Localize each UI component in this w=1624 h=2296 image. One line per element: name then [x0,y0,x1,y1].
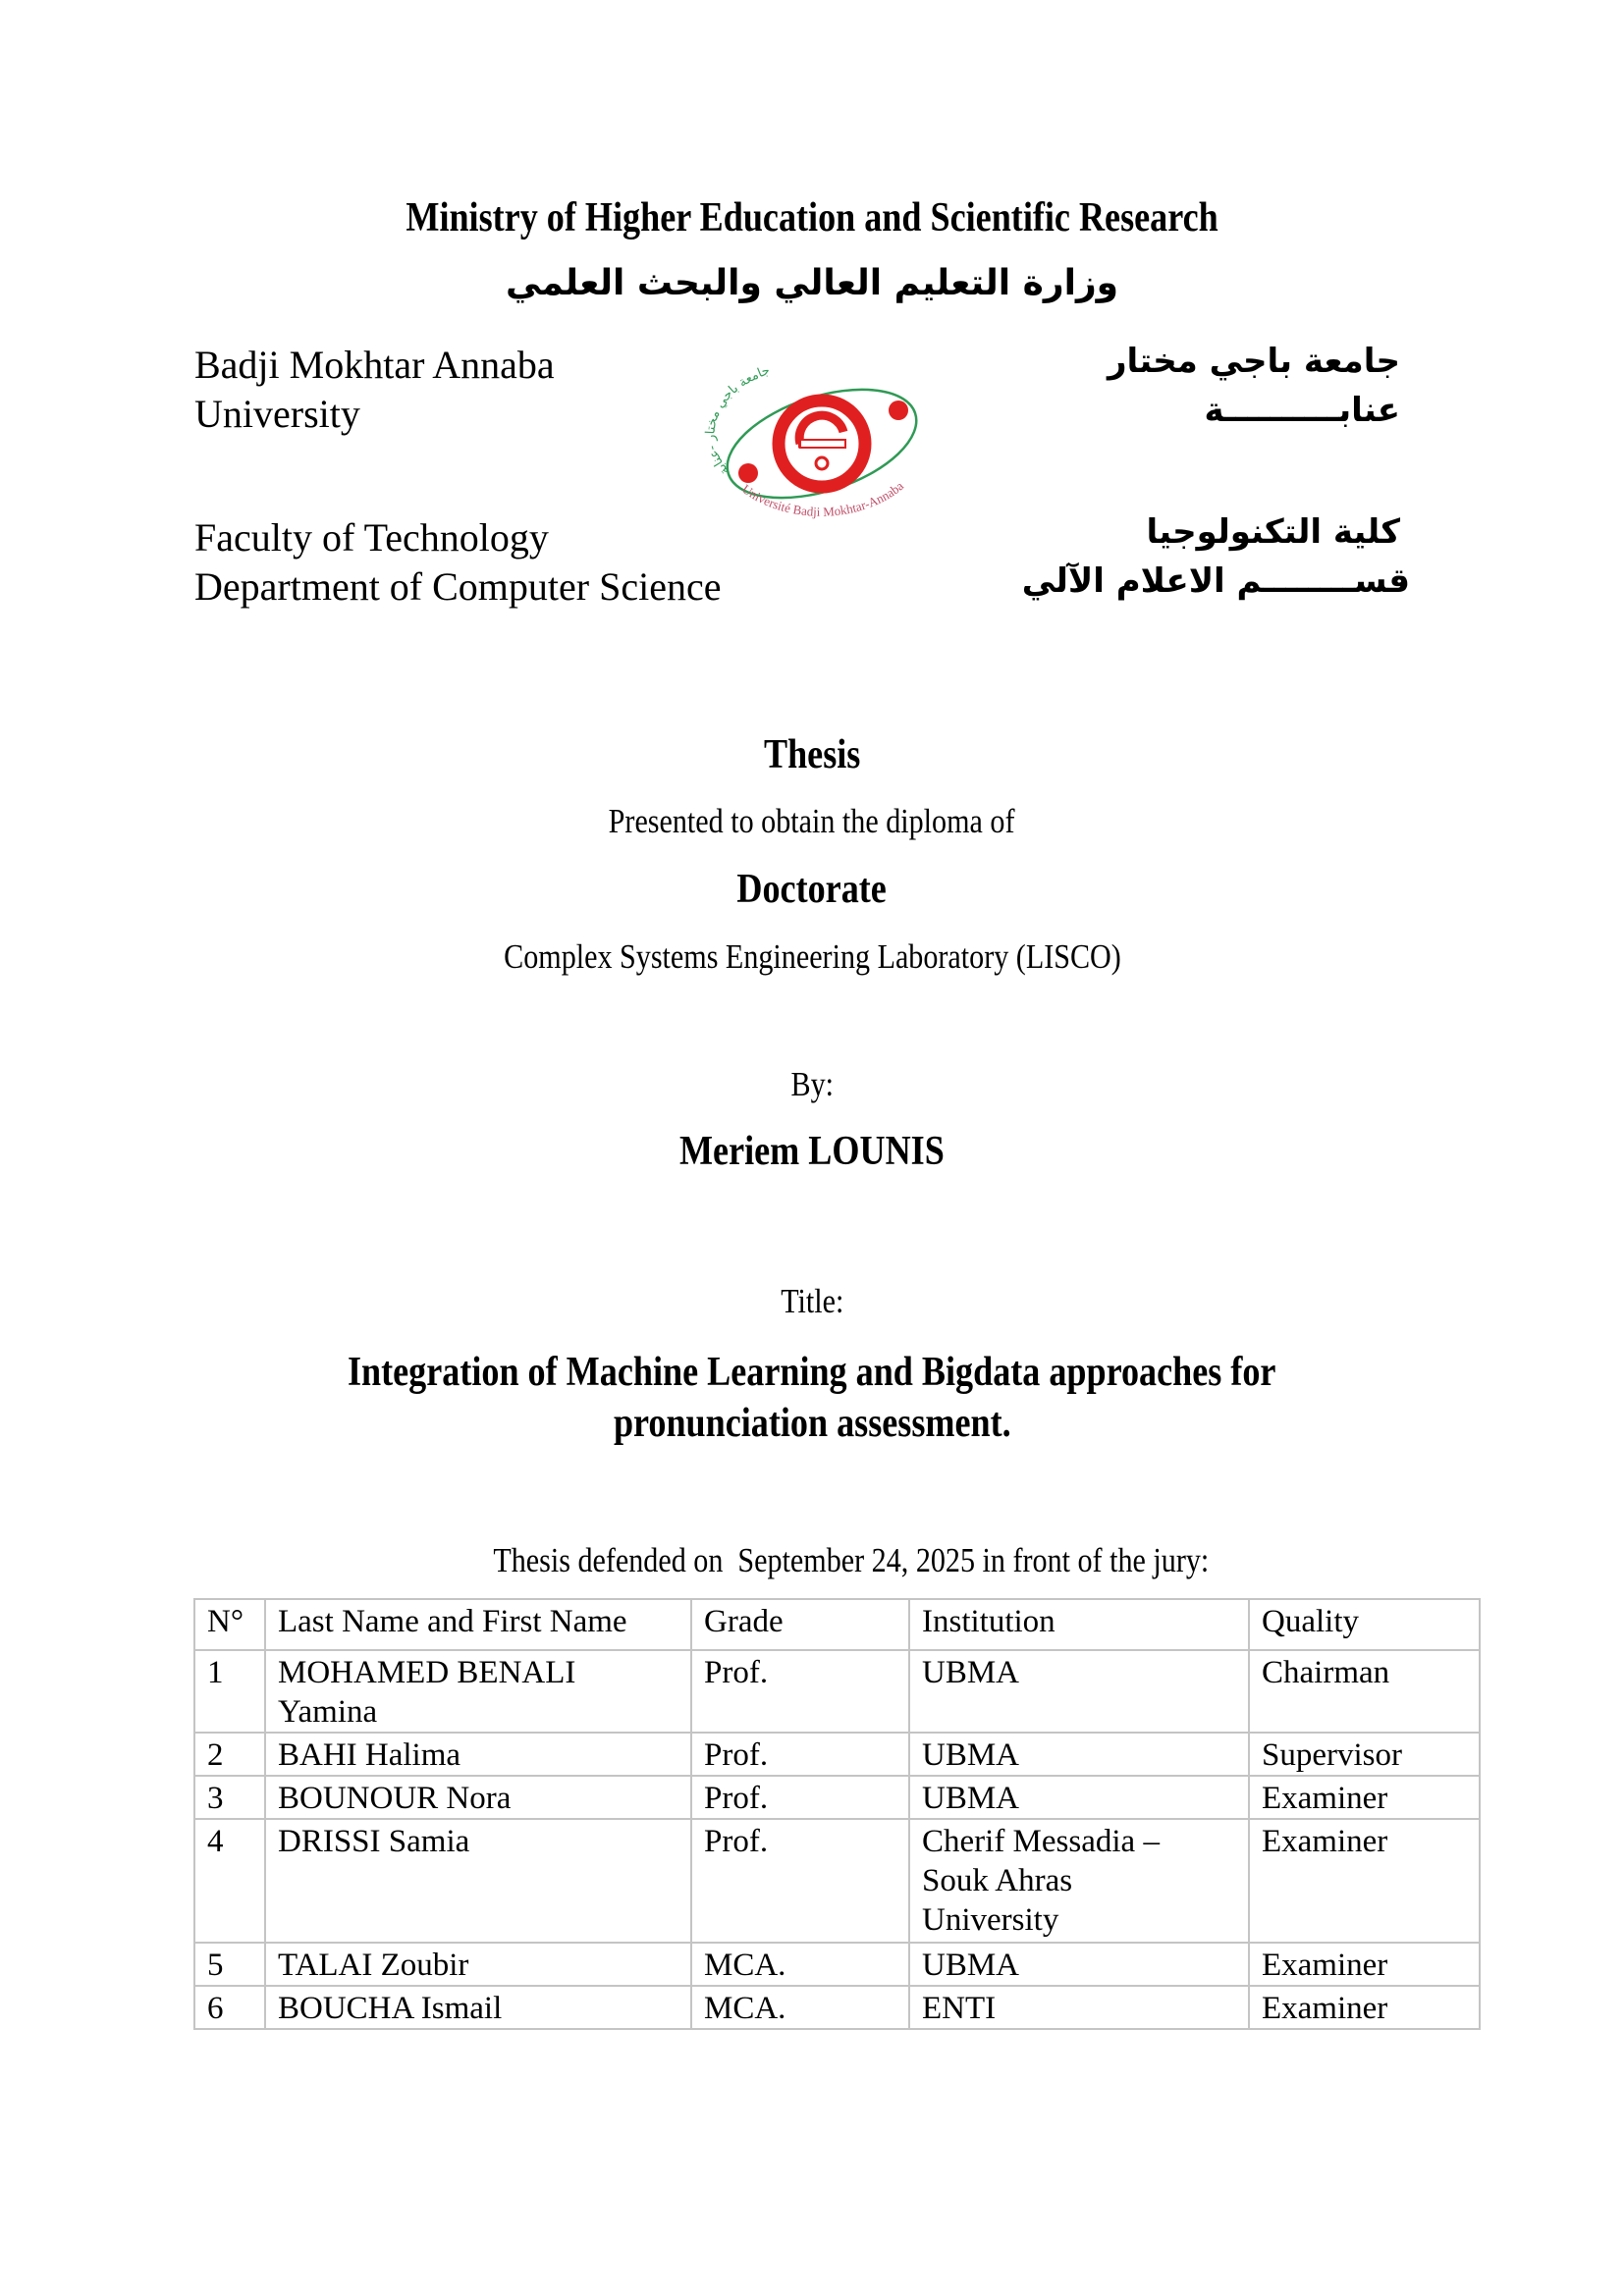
cell-institution: UBMA [909,1943,1249,1986]
table-row [194,1650,1480,1733]
institution-line3: University [922,1902,1059,1938]
cell-institution: ENTI [909,1986,1249,2029]
cell-quality: Examiner [1249,1776,1480,1819]
cell-name: BOUCHA Ismail [265,1986,691,2029]
cell-name: BOUNOUR Nora [265,1776,691,1819]
by-label-text: By: [790,1065,834,1103]
logo-dot-right [889,400,908,420]
thesis-title-line1: Integration of Machine Learning and Bigdata approaches for [348,1350,1276,1395]
table-row [194,1819,1480,1943]
cell-name: DRISSI Samia [265,1819,691,1943]
cell-grade: MCA. [691,1986,909,2029]
cell-number: 4 [194,1819,265,1943]
logo-latin-text: Université Badji Mokhtar-Annaba [739,478,906,519]
cell-number: 6 [194,1986,265,2029]
cell-quality: Examiner [1249,1943,1480,1986]
department-name-en: Department of Computer Science [194,564,722,609]
logo-arabic-text: جامعة باجي مختار -عنابة [703,362,773,479]
department-name-ar: قســــــــم الاعلام الآلي [1021,561,1410,601]
header-name: Last Name and First Name [265,1599,691,1650]
author-name [0,1128,1624,1175]
cell-quality: Examiner [1249,1986,1480,2029]
faculty-department-ar [1022,507,1410,606]
university-name-en-line1: Badji Mokhtar Annaba [194,343,555,387]
header-institution: Institution [909,1599,1249,1650]
faculty-name-en: Faculty of Technology [194,515,549,560]
presented-text [0,802,1624,841]
laboratory-text: Complex Systems Engineering Laboratory (LISCO) [503,937,1121,976]
table-row [194,1943,1480,1986]
cell-number: 2 [194,1733,265,1776]
logo-dot-left [738,463,758,483]
cell-number: 1 [194,1650,265,1733]
university-name-ar-line2: عنابــــــــــة [1204,391,1400,430]
cell-institution: UBMA [909,1650,1249,1733]
header-number: N° [194,1599,265,1650]
cell-number: 3 [194,1776,265,1819]
cell-institution: UBMA [909,1733,1249,1776]
cell-grade: Prof. [691,1733,909,1776]
by-label [0,1065,1624,1104]
table-row [194,1986,1480,2029]
jury-table [193,1598,1481,2030]
header-grade: Grade [691,1599,909,1650]
institution-line1: Cherif Messadia – [922,1824,1160,1859]
author-name-text: Meriem LOUNIS [679,1129,945,1174]
cell-name: TALAI Zoubir [265,1943,691,1986]
header-quality: Quality [1249,1599,1480,1650]
cell-name: BAHI Halima [265,1733,691,1776]
name-line2: Yamina [278,1694,378,1730]
university-name-ar [1108,337,1400,435]
ministry-title-ar: وزارة التعليم العالي والبحث العلمي [505,263,1119,303]
faculty-name-ar: كلية التكنولوجيا [1146,512,1400,552]
ministry-title-en [0,194,1624,241]
diploma [0,866,1624,913]
document-type [0,731,1624,778]
university-logo [702,353,938,530]
cell-number: 5 [194,1943,265,1986]
name-line1: MOHAMED BENALI [278,1655,576,1690]
cell-quality: Examiner [1249,1819,1480,1943]
cell-quality: Chairman [1249,1650,1480,1733]
ministry-title-en-text: Ministry of Higher Education and Scientific Research [406,195,1218,240]
thesis-title-line2: pronunciation assessment. [613,1401,1011,1446]
table-row [194,1776,1480,1819]
title-label-text: Title: [780,1282,844,1320]
university-name-ar-line1: جامعة باجي مختار [1107,342,1400,381]
cell-institution: UBMA [909,1776,1249,1819]
cell-grade: Prof. [691,1776,909,1819]
university-name-en [194,341,555,439]
cell-grade: Prof. [691,1819,909,1943]
cell-name [265,1650,691,1733]
diploma-text: Doctorate [736,867,888,912]
document-type-text: Thesis [763,732,861,777]
cell-grade: MCA. [691,1943,909,1986]
university-name-en-line2: University [194,392,360,436]
cell-quality: Supervisor [1249,1733,1480,1776]
jury-table-header [194,1599,1480,1650]
table-row [194,1733,1480,1776]
defense-statement-text: Thesis defended on September 24, 2025 in front of the jury: [493,1541,1210,1579]
cell-grade: Prof. [691,1650,909,1733]
thesis-title [0,1347,1624,1449]
institution-line2: Souk Ahras [922,1863,1073,1898]
cell-institution [909,1819,1249,1943]
laboratory [0,937,1624,977]
title-label [0,1282,1624,1321]
presented-text-value: Presented to obtain the diploma of [609,802,1015,840]
faculty-department-en [194,513,721,612]
defense-statement [39,1541,1624,1580]
